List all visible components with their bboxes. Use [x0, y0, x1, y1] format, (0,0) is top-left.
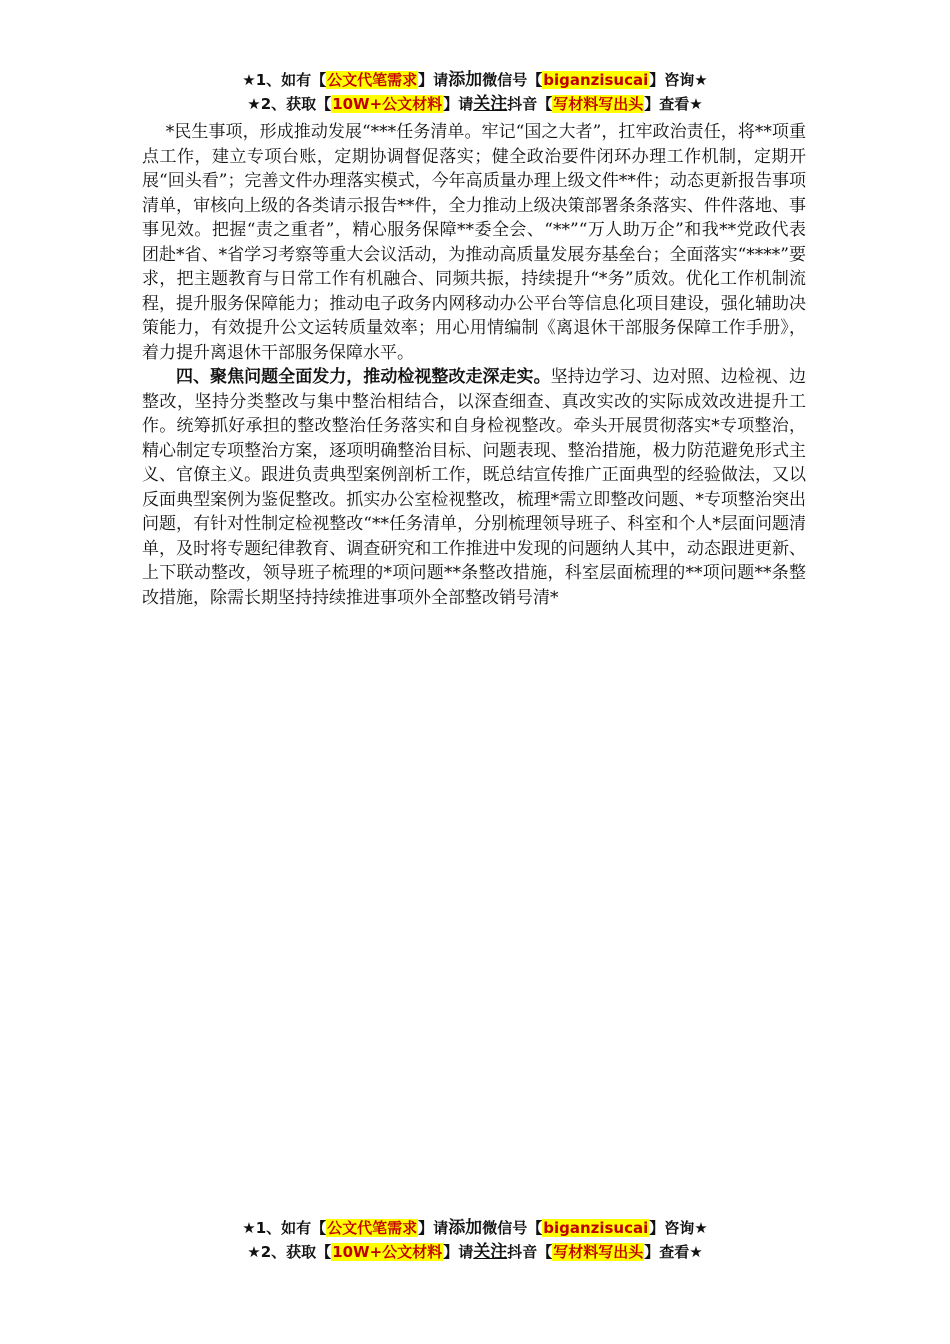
banner-emphasis: 关注 — [473, 94, 508, 114]
banner-emphasis: 添加 — [448, 1218, 483, 1238]
banner-text: 抖音【 — [507, 95, 553, 113]
banner-text: 】咨询 — [649, 1219, 695, 1237]
banner-text: 微信号【 — [482, 71, 543, 89]
banner-line-1 — [0, 68, 950, 92]
star-icon: ★ — [694, 1219, 708, 1237]
header-banner — [0, 68, 950, 116]
banner-text: 】咨询 — [649, 71, 695, 89]
paragraph-2 — [142, 365, 806, 610]
highlight-materials: 10W+公文材料 — [332, 1243, 443, 1261]
banner-text: 1、如有【 — [255, 71, 327, 89]
banner-text: 抖音【 — [507, 1243, 553, 1261]
section-heading-4: 四、聚焦问题全面发力，推动检视整改走深走实。 — [176, 367, 551, 387]
highlight-douyin-account: 写材料写出头 — [553, 1243, 644, 1261]
star-icon: ★ — [242, 71, 256, 89]
paragraph-2-body: 坚持边学习、边对照、边检视、边整改，坚持分类整改与集中整治相结合，以深查细查、真改实改的实际成效改进提升工作。统筹抓好承担的整改整治任务落实和自身检视整改。牵头开展贯彻落实*专项整治，精心制定专项整治方案，逐项明确整治目标、问题表现、整治措施，极力防范避免形式主义、官僚主义。跟进负责典型案例剖析工作，既总结宣传推广正面典型的经验做法，又以反面典型案例为鉴促整改。抓实办公室检视整改，梳理*需立即整改问题、*专项整治突出问题，有针对性制定检视整改“**任务清单，分别梳理领导班子、科室和个人*层面问题清单，及时将专题纪律教育、调查研究和工作推进中发现的问题纳人其中，动态跟进更新、上下联动整改，领导班子梳理的*项问题**条整改措施，科室层面梳理的**项问题**条整改措施，除需长期坚持持续推进事项外全部整改销号清* — [142, 367, 807, 608]
star-icon: ★ — [689, 1243, 703, 1261]
highlight-wechat-id: biganzisucai — [543, 71, 649, 89]
banner-text: 2、获取【 — [260, 1243, 332, 1261]
star-icon: ★ — [242, 1219, 256, 1237]
highlight-wechat-id: biganzisucai — [543, 1219, 649, 1237]
banner-text: 】请 — [418, 71, 449, 89]
star-icon: ★ — [247, 95, 261, 113]
banner-text: 】查看 — [644, 95, 690, 113]
banner-text: 】请 — [443, 1243, 474, 1261]
banner-line-1 — [0, 1216, 950, 1240]
banner-text: 微信号【 — [482, 1219, 543, 1237]
banner-emphasis: 关注 — [473, 1242, 508, 1262]
paragraph-1: *民生事项，形成推动发展“***任务清单。牢记“国之大者”，扛牢政治责任，将**项重点工作，建立专项台账，定期协调督促落实；健全政治要件闭环办理工作机制，定期开展“回头看”；完善文件办理落实模式，今年高质量办理上级文件**件；动态更新报告事项清单，审核向上级的各类请示报告**件，全力推动上级决策部署条条落实、件件落地、事事见效。把握“责之重者”，精心服务保障**委全会、“**”“万人助万企”和我**党政代表团赴*省、*省学习考察等重大会议活动，为推动高质量发展夯基垒台；全面落实“****”要求，把主题教育与日常工作有机融合、同频共振，持续提升“*务”质效。优化工作机制流程，提升服务保障能力；推动电子政务内网移动办公平台等信息化项目建设，强化辅助决策能力，有效提升公文运转质量效率；用心用情编制《离退休干部服务保障工作手册》，着力提升离退休干部服务保障水平。 — [142, 122, 806, 363]
star-icon: ★ — [247, 1243, 261, 1261]
star-icon: ★ — [689, 95, 703, 113]
highlight-materials: 10W+公文材料 — [332, 95, 443, 113]
banner-line-2 — [0, 1240, 950, 1264]
highlight-service: 公文代笔需求 — [327, 71, 418, 89]
document-body — [142, 120, 806, 610]
highlight-service: 公文代笔需求 — [327, 1219, 418, 1237]
footer-banner — [0, 1216, 950, 1264]
star-icon: ★ — [694, 71, 708, 89]
banner-text: 2、获取【 — [260, 95, 332, 113]
banner-emphasis: 添加 — [448, 70, 483, 90]
banner-text: 1、如有【 — [255, 1219, 327, 1237]
banner-line-2 — [0, 92, 950, 116]
banner-text: 】请 — [443, 95, 474, 113]
banner-text: 】请 — [418, 1219, 449, 1237]
highlight-douyin-account: 写材料写出头 — [553, 95, 644, 113]
banner-text: 】查看 — [644, 1243, 690, 1261]
